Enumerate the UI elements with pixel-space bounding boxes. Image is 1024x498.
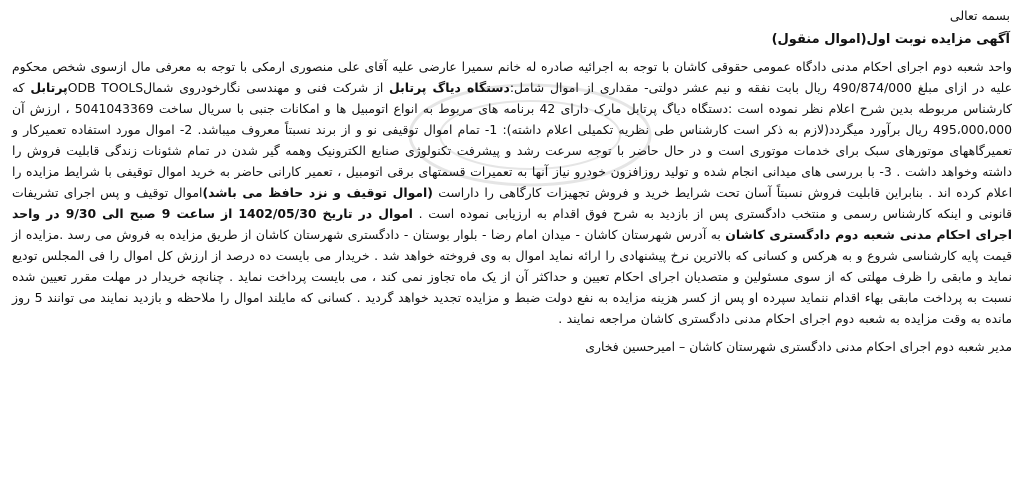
notice-body <box>12 56 1012 329</box>
body-segment-4: اموال توقیف و پس اجرای تشریفات قانونی و اینکه کارشناس رسمی و منتخب دادگستری پس از بازدید به شرح فوق اقدام به ارزیابی نموده است . <box>12 185 1013 221</box>
body-segment-5: به آدرس شهرستان کاشان - میدان امام رضا - بلوار بوستان - دادگستری شهرستان کاشان از طریق مزایده به فروش می رسد .مزایده از قیمت پایه کارشناسی شروع و به هرکس و کسانی که بالاترین نرخ پیشنهادی را ارائه نماید اموال به وی فروخته خواهد شد . خریدار می بایست ده درصد از ارزش کل اموال را فی المجلس تودیع نماید و مابقی را ظرف مهلتی که از سوی مسئولین و متصدیان اجرای احکام تعیین و حداکثر آن از یک ماه تجاوز نمی کند ، می بایست پرداخت نماید . چنانچه خریدار در مهلت مقرر تعیین شده نسبت به پرداخت مابقی بهاء اقدام ننماید سپرده او پس از کسر هزینه مزایده به نفع دولت ضبط و مزایده تجدید خواهد گردید . کسانی که مایلند اموال را ملاحظه و بازدید نمایند می توانند 5 روز مانده به وقت مزایده به شعبه دوم اجرای احکام مدنی دادگستری کاشان مراجعه نمایند . <box>12 227 1012 326</box>
body-bold-device: دستگاه دیاگ پرتابل <box>389 80 510 95</box>
body-bold-auction-date: اموال در تاریخ 1402/05/30 از ساعت 9 صبح الی 9/30 در واحد اجرای احکام مدنی شعبه دوم دادگستری کاشان <box>12 206 1012 242</box>
body-segment-3: که کارشناس مربوطه بدین شرح اعلام نظر نموده است :دستگاه دیاگ پرتابل مارک دارای 42 برنامه های مربوط به انواع اتومبیل ها و امکانات جنبی با سریال ساخت 5041043369 ، ارزش آن 495،000،000 ریال برآورد میگردد(لازم به ذکر است کارشناس طی نظریه تکمیلی اعلام داشته): 1- تمام اموال توقیفی نو و از برند نسبتاً معروف میباشد. 2- اموال مورد استفاده تعمیرکار و تعمیرگاههای موتورهای سبک برای خدمات موتوری است و در حال حاضر با توجه سرعت رشد و پیشرفت تکنولوژی صنایع الکترونیک وهمه گیر شدن در تمام شئونات زندگی قابلیت فروش را داشته وخواهد داشت . 3- با بررسی های میدانی انجام شده و تولید روزافزون خودرو نیاز آنها به تعمیرات قسمتهای برقی اتومبیل ، تعمیر کارانی حاضر به خرید اموال توقیفی با شرایط مزایده را اعلام کرده اند . بنابراین قابلیت فروش نسبتاً آسان تحت شرایط خرید و فروش تجهیزات کارگاهی را داراست <box>12 80 1013 200</box>
body-bold-seized: (اموال توقیف و نزد حافظ می باشد) <box>202 185 433 200</box>
notice-title: آگهی مزایده نوبت اول(اموال منقول) <box>771 32 1010 47</box>
body-segment-1: واحد شعبه دوم اجرای احکام مدنی دادگاه عمومی حقوقی کاشان با توجه به اجرائیه صادره له خانم سمیرا عارضی علیه آقای علی منصوری ارمکی با توجه به معرفی مال ازسوی شخص محکوم علیه در ازای مبلغ 490/874/000 ریال بابت نفقه و نیم عشر دولتی- مقداری از اموال شامل: <box>12 59 1012 95</box>
opening-line: بسمه تعالی <box>949 8 1010 23</box>
body-bold-portable: پرتابل <box>30 80 68 95</box>
signature-line: مدیر شعبه دوم اجرای احکام مدنی دادگستری شهرستان کاشان – امیرحسین فخاری <box>585 339 1012 354</box>
body-segment-2: از شرکت فنی و مهندسی نگارخودروی شمالODB TOOLS <box>67 80 384 95</box>
auction-notice <box>8 4 1016 494</box>
